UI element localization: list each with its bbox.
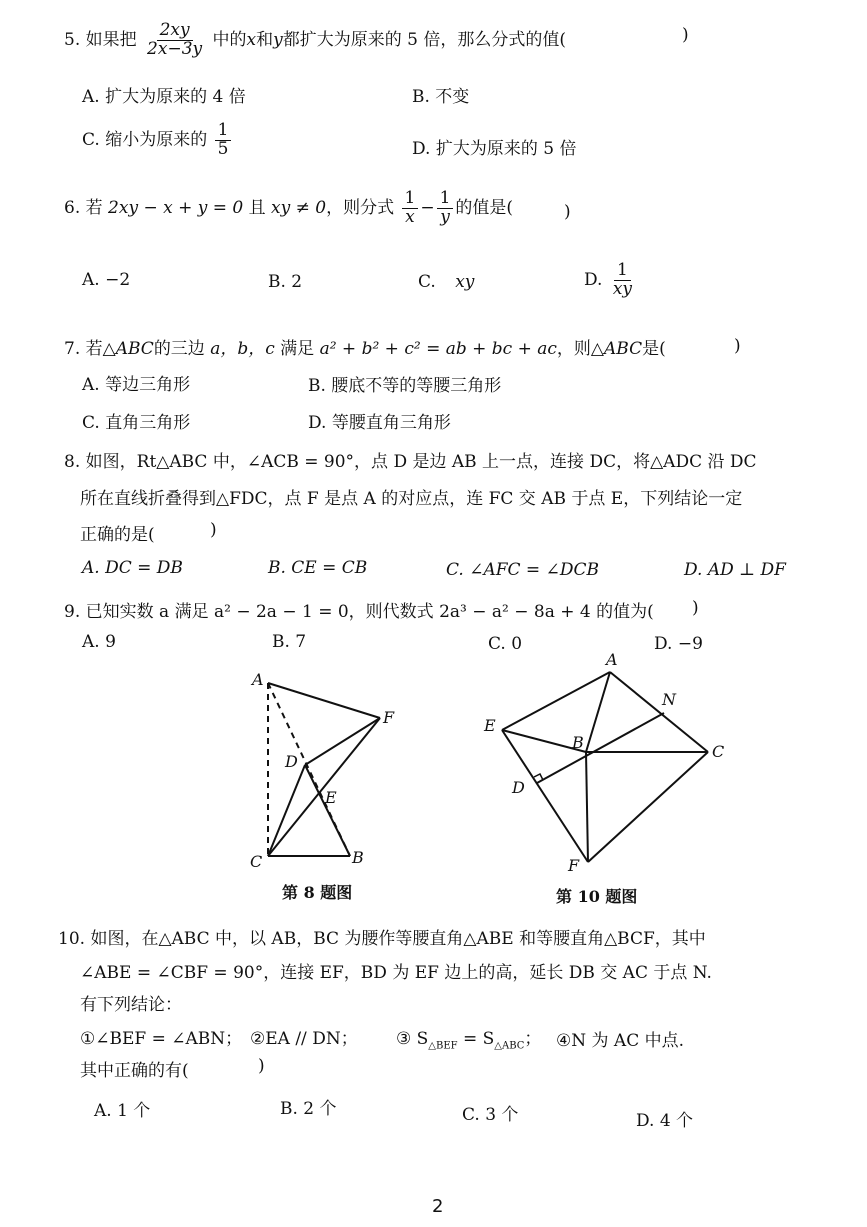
fig10-label-n: N	[662, 690, 676, 709]
q9-option-a: A. 9	[82, 632, 116, 652]
fig8-segment-DC	[268, 765, 305, 856]
q5-option-b: B. 不变	[412, 87, 470, 107]
q6-fraction-1-denominator: x	[405, 206, 415, 227]
page-number: 2	[432, 1196, 444, 1217]
fig8-label-a: A	[252, 670, 264, 689]
q5-answer-paren: )	[682, 25, 689, 45]
q9-text: 已知实数 a 满足 a² − 2a − 1 = 0，则代数式 2a³ − a² − 8a + 4 的值为(	[85, 602, 654, 622]
q6-text-and: 且	[248, 197, 266, 218]
q8-text-line-1: 如图，Rt△ABC 中，∠ACB = 90°，点 D 是边 AB 上一点，连接 DC，将△ADC 沿 DC	[85, 452, 757, 472]
q6-option-d-numerator: 1	[614, 262, 631, 281]
q6-answer-paren: )	[564, 202, 571, 222]
q10-text-line-2: ∠ABE = ∠CBF = 90°，连接 EF，BD 为 EF 边上的高，延长 DB 交 AC 于点 N.	[80, 963, 712, 983]
q6-text-pre: 若	[85, 197, 103, 218]
q5-var-y: y	[273, 29, 283, 50]
fig10-label-e: E	[484, 716, 496, 735]
q10-conclusion-3-post: ；	[524, 1029, 542, 1049]
q10-option-a: A. 1 个	[94, 1101, 151, 1121]
q5-text-pre: 如果把	[85, 29, 137, 50]
q6-option-a: A. −2	[82, 270, 131, 290]
q6-option-d-denominator: xy	[612, 278, 633, 299]
q8-number: 8.	[64, 452, 81, 472]
q6-option-c-value: xy	[455, 272, 475, 292]
q6-option-b: B. 2	[268, 272, 303, 292]
fig10-segment-AC	[610, 672, 708, 752]
question-10-line-1	[58, 924, 706, 949]
q7-triangle-name: ABC	[115, 339, 154, 359]
fig8-segment-FC	[268, 718, 380, 856]
q9-option-d: D. −9	[654, 634, 703, 654]
q6-number: 6.	[64, 197, 81, 218]
fig10-label-c: C	[712, 742, 725, 761]
fig10-segment-BF	[586, 752, 588, 862]
q7-sides: a，b，c	[210, 339, 275, 359]
q7-equation: a² + b² + c² = ab + bc + ac	[319, 339, 557, 359]
q5-var-x: x	[246, 29, 257, 50]
fig8-caption: 第 8 题图	[282, 883, 353, 902]
fig8-label-c: C	[250, 852, 263, 871]
q5-option-d: D. 扩大为原来的 5 倍	[412, 139, 577, 159]
fig10-label-f: F	[568, 856, 580, 875]
q5-number: 5.	[64, 29, 81, 50]
q9-answer-paren: )	[692, 598, 699, 618]
q5-text-and: 和	[256, 29, 274, 50]
q7-option-d: D. 等腰直角三角形	[308, 413, 451, 433]
fig8-label-d: D	[285, 752, 298, 771]
q10-option-b: B. 2 个	[280, 1099, 337, 1119]
q10-option-c: C. 3 个	[462, 1105, 519, 1125]
q7-option-c: C. 直角三角形	[82, 413, 191, 433]
q7-text-post2: 是(	[642, 339, 666, 359]
q10-text-line-1: 如图，在△ABC 中，以 AB，BC 为腰作等腰直角△ABE 和等腰直角△BCF，其中	[90, 929, 706, 949]
q6-fraction-2-denominator: y	[440, 206, 450, 227]
q5-option-c-denominator: 5	[217, 138, 229, 159]
q7-text-mid2: 满足	[280, 339, 315, 359]
fig8-label-f: F	[383, 708, 395, 727]
fig8-label-e: E	[325, 788, 337, 807]
q10-conclusion-3-pre: ③ S	[396, 1029, 429, 1049]
q10-conclusion-1: ①∠BEF = ∠ABN；	[80, 1029, 243, 1049]
q9-number: 9.	[64, 602, 81, 622]
q10-conclusion-3-sub-2: △ABC	[494, 1040, 525, 1052]
q5-option-c-numerator: 1	[215, 122, 232, 141]
q10-text-line-5: 其中正确的有(	[80, 1061, 189, 1081]
q5-option-c-text: C. 缩小为原来的	[82, 129, 208, 150]
q6-text-post: 的值是(	[455, 197, 514, 218]
q10-conclusion-3-sub-1: △BEF	[428, 1040, 458, 1052]
q10-conclusion-2: ②EA // DN；	[250, 1029, 358, 1049]
fig10-right-angle-mark	[534, 774, 543, 780]
q7-triangle-name-2: ABC	[603, 339, 643, 359]
q9-option-b: B. 7	[272, 632, 307, 652]
q10-conclusion-3	[396, 1024, 541, 1051]
fig10-label-b: B	[572, 733, 584, 752]
q6-fraction-2-numerator: 1	[437, 190, 454, 209]
q6-minus: −	[420, 197, 435, 218]
fig10-segment-FC	[588, 752, 708, 862]
q6-option-c-label: C.	[418, 272, 436, 292]
q8-text-line-2: 所在直线折叠得到△FDC，点 F 是点 A 的对应点，连 FC 交 AB 于点 E，下列结论一定	[80, 489, 743, 509]
q10-number: 10.	[58, 929, 86, 949]
q7-text-pre: 若△	[85, 339, 116, 359]
q8-answer-paren: )	[210, 520, 217, 540]
q5-fraction-denominator: 2x−3y	[147, 38, 203, 59]
q7-answer-paren: )	[734, 336, 741, 356]
q10-conclusion-4: ④N 为 AC 中点.	[556, 1031, 685, 1051]
fig8-label-b: B	[352, 848, 364, 867]
fig10-caption: 第 10 题图	[556, 887, 638, 906]
q8-option-a: A. DC = DB	[82, 558, 183, 578]
fig10-label-d: D	[512, 778, 525, 797]
figure-10	[502, 672, 708, 862]
q8-text-line-3: 正确的是(	[80, 525, 155, 545]
q10-option-d: D. 4 个	[636, 1111, 694, 1131]
q6-option-d-label: D.	[584, 269, 603, 290]
q10-conclusion-3-mid: = S	[457, 1029, 495, 1049]
q6-condition-2: xy ≠ 0	[271, 197, 327, 218]
q5-option-a: A. 扩大为原来的 4 倍	[82, 87, 246, 107]
q5-text-rest: 都扩大为原来的 5 倍，那么分式的值(	[282, 29, 566, 50]
fig8-segment-FD	[305, 718, 380, 765]
q7-option-b: B. 腰底不等的等腰三角形	[308, 376, 502, 396]
fig10-segment-DN	[537, 713, 664, 783]
q7-number: 7.	[64, 339, 81, 359]
q8-option-c: C. ∠AFC = ∠DCB	[446, 560, 599, 580]
q7-option-a: A. 等边三角形	[82, 375, 191, 395]
q8-option-d: D. AD ⊥ DF	[684, 560, 786, 580]
q6-condition: 2xy − x + y = 0	[108, 197, 244, 218]
q10-answer-paren: )	[258, 1056, 265, 1076]
q6-text-mid: ，则分式	[326, 197, 395, 218]
fig8-segment-AF	[268, 683, 380, 718]
fig8-segment-DB	[305, 765, 350, 856]
q5-fraction-numerator: 2xy	[157, 22, 193, 41]
fig10-label-a: A	[606, 650, 618, 669]
q5-text-post: 中的	[212, 29, 247, 50]
q9-option-c: C. 0	[488, 634, 523, 654]
q10-text-line-3: 有下列结论：	[80, 995, 182, 1015]
q6-fraction-1-numerator: 1	[402, 190, 419, 209]
q8-option-b: B. CE = CB	[268, 558, 368, 578]
q7-text-post: ，则△	[556, 339, 604, 359]
fig10-segment-AE	[502, 672, 610, 730]
q7-text-mid: 的三边	[153, 339, 205, 359]
